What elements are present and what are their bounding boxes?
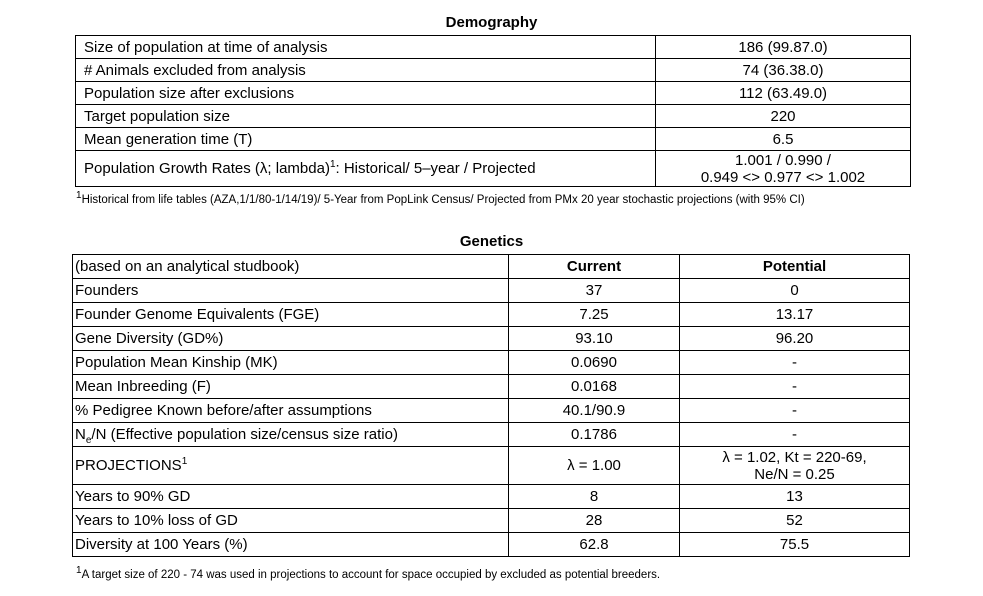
footnote-text: A target size of 220 - 74 was used in projections to account for space occupied by excluded as potential breeders. — [81, 569, 661, 581]
table-row — [73, 509, 910, 533]
row-label: Size of population at time of analysis — [76, 36, 656, 59]
footnote-marker: 1 — [76, 565, 82, 577]
row-current: λ = 1.00 — [509, 447, 680, 485]
row-current: 93.10 — [509, 327, 680, 351]
table-row — [76, 59, 911, 82]
row-label: Population Mean Kinship (MK) — [73, 351, 509, 375]
table-row — [73, 375, 910, 399]
row-current: 40.1/90.9 — [509, 399, 680, 423]
growth-label-post: : Historical/ 5–year / Projected — [335, 160, 536, 177]
table-row — [73, 533, 910, 557]
table-row — [73, 279, 910, 303]
row-current: 0.0168 — [509, 375, 680, 399]
ne-label-main: N — [75, 426, 86, 443]
table-row — [73, 327, 910, 351]
projections-potential-line1: λ = 1.02, Kt = 220-69, — [722, 448, 867, 466]
row-potential: 96.20 — [680, 327, 910, 351]
row-potential — [680, 447, 910, 485]
table-row — [73, 303, 910, 327]
demography-table — [75, 35, 911, 187]
genetics-title: Genetics — [459, 233, 524, 250]
row-value: 6.5 — [656, 128, 911, 151]
row-current: 28 — [509, 509, 680, 533]
row-label: Mean Inbreeding (F) — [73, 375, 509, 399]
header-potential: Potential — [680, 255, 910, 279]
row-potential: - — [680, 351, 910, 375]
row-label: Target population size — [76, 105, 656, 128]
row-current: 37 — [509, 279, 680, 303]
row-value: 112 (63.49.0) — [656, 82, 911, 105]
footnote-marker: 1 — [329, 159, 336, 170]
row-label: Population size after exclusions — [76, 82, 656, 105]
table-row — [76, 128, 911, 151]
row-potential: - — [680, 423, 910, 447]
row-label: Founders — [73, 279, 509, 303]
row-potential: 13.17 — [680, 303, 910, 327]
genetics-table — [72, 254, 910, 557]
row-potential: 0 — [680, 279, 910, 303]
table-row-growth-rates — [76, 151, 911, 187]
row-label: Years to 10% loss of GD — [73, 509, 509, 533]
row-potential: - — [680, 399, 910, 423]
row-label: Diversity at 100 Years (%) — [73, 533, 509, 557]
demography-footnote — [76, 190, 805, 206]
row-label: Mean generation time (T) — [76, 128, 656, 151]
row-potential: - — [680, 375, 910, 399]
genetics-footnote — [76, 565, 661, 581]
demography-title: Demography — [445, 14, 538, 31]
table-row — [73, 399, 910, 423]
row-current: 62.8 — [509, 533, 680, 557]
row-value: 74 (36.38.0) — [656, 59, 911, 82]
growth-rate-label — [76, 151, 656, 187]
footnote-marker: 1 — [181, 456, 188, 467]
table-row-ne-ratio — [73, 423, 910, 447]
row-potential: 52 — [680, 509, 910, 533]
projections-potential-line2: Ne/N = 0.25 — [754, 465, 835, 483]
row-label — [73, 447, 509, 485]
row-current: 8 — [509, 485, 680, 509]
row-current: 7.25 — [509, 303, 680, 327]
growth-rate-value — [656, 151, 911, 187]
table-row-projections — [73, 447, 910, 485]
growth-value-line2: 0.949 <> 0.977 <> 1.002 — [700, 168, 866, 186]
table-row — [73, 485, 910, 509]
growth-value-line1: 1.001 / 0.990 / — [735, 151, 831, 169]
row-potential: 13 — [680, 485, 910, 509]
growth-label-pre: Population Growth Rates (λ; lambda) — [84, 160, 330, 177]
row-current: 0.1786 — [509, 423, 680, 447]
row-label: Gene Diversity (GD%) — [73, 327, 509, 351]
row-value: 220 — [656, 105, 911, 128]
table-row — [76, 82, 911, 105]
row-current: 0.0690 — [509, 351, 680, 375]
row-label: Years to 90% GD — [73, 485, 509, 509]
table-header-row — [73, 255, 910, 279]
row-label — [73, 423, 509, 447]
table-row — [76, 105, 911, 128]
row-value: 186 (99.87.0) — [656, 36, 911, 59]
table-row — [73, 351, 910, 375]
ne-label-rest: /N (Effective population size/census size ratio) — [91, 426, 398, 443]
table-row — [76, 36, 911, 59]
row-label: Founder Genome Equivalents (FGE) — [73, 303, 509, 327]
row-label: % Pedigree Known before/after assumptions — [73, 399, 509, 423]
projections-label: PROJECTIONS — [75, 457, 182, 474]
header-current: Current — [509, 255, 680, 279]
header-label: (based on an analytical studbook) — [73, 255, 509, 279]
row-label: # Animals excluded from analysis — [76, 59, 656, 82]
footnote-text: Historical from life tables (AZA,1/1/80-1/14/19)/ 5-Year from PopLink Census/ Projected from PMx 20 year stochastic projections (with 95% CI) — [81, 194, 805, 206]
ne-label-sub: e — [85, 435, 92, 446]
footnote-marker: 1 — [76, 190, 82, 202]
row-potential: 75.5 — [680, 533, 910, 557]
